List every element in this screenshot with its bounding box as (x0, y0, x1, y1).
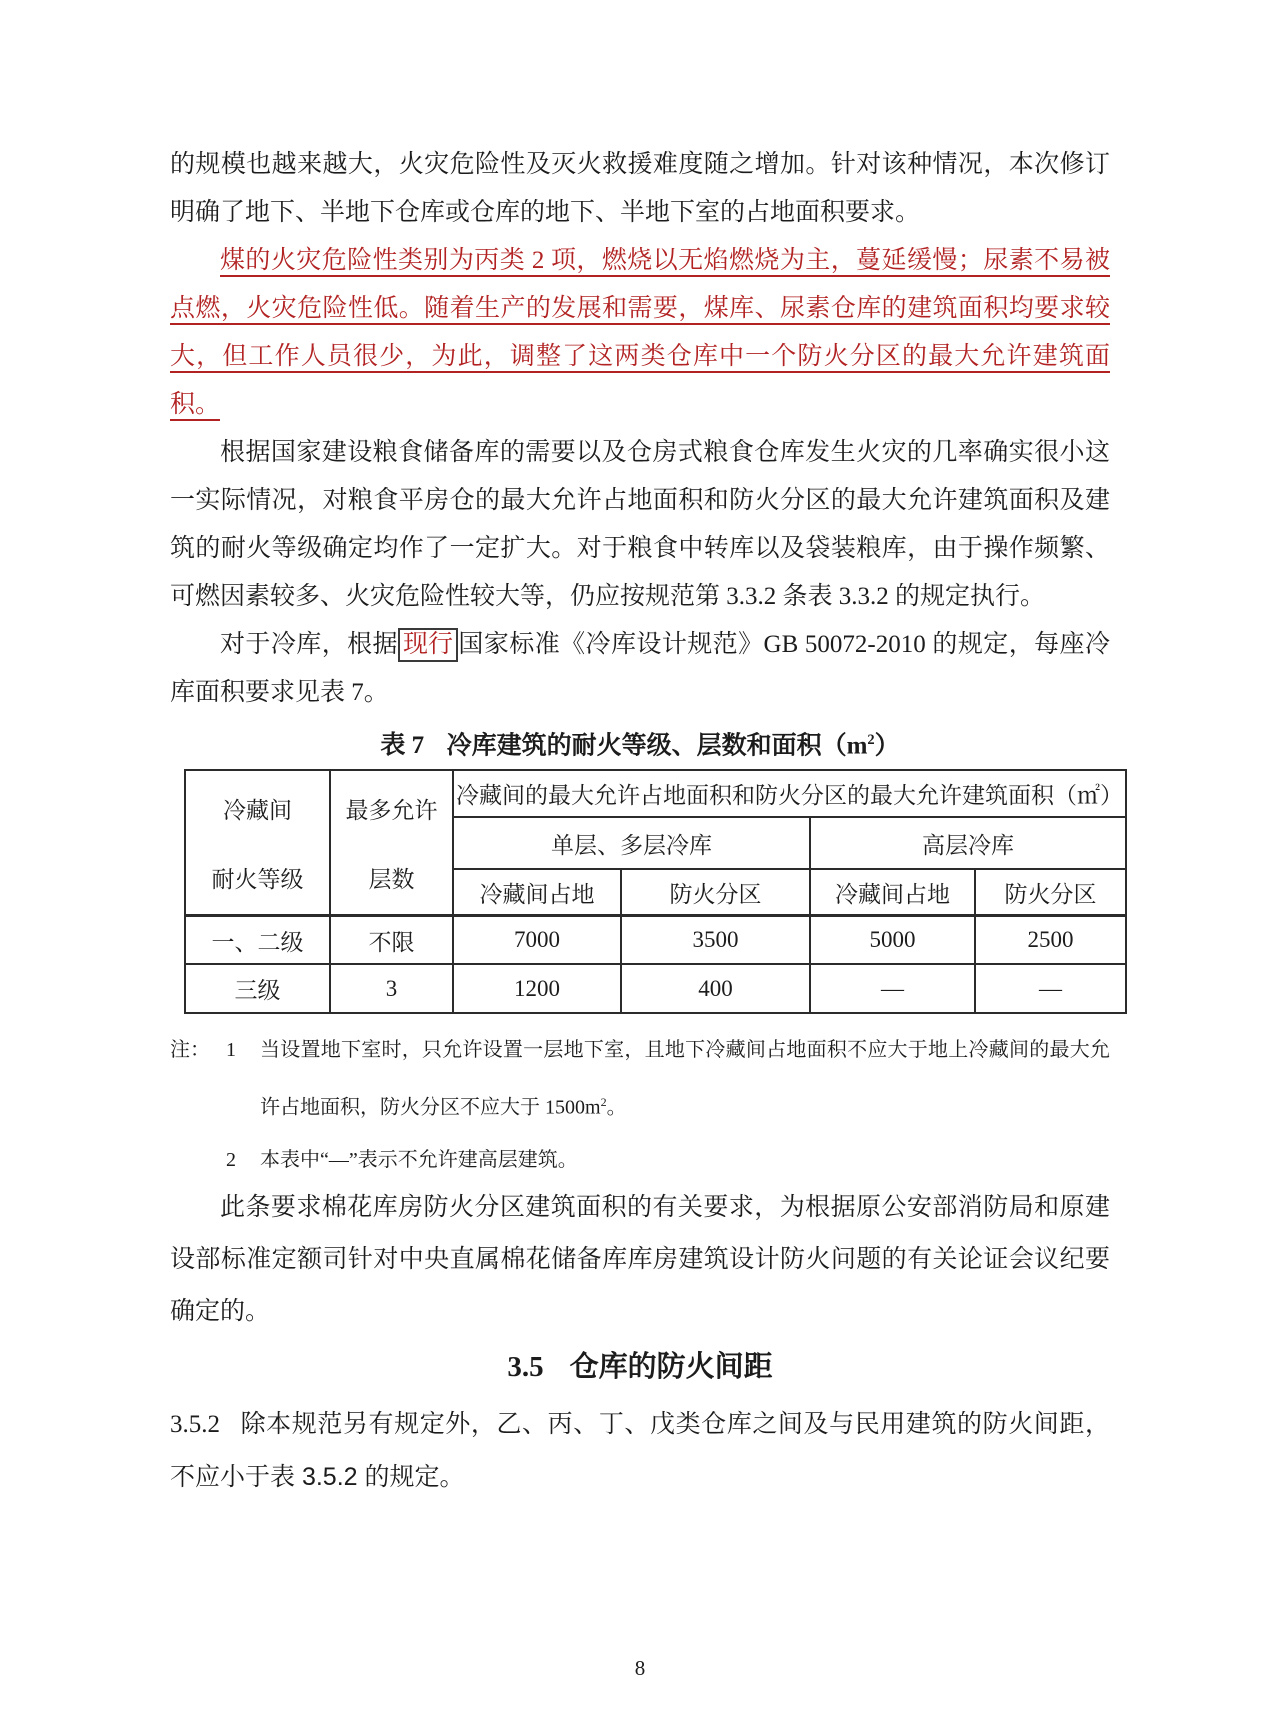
table7-subheader-firezone-2: 防火分区 (975, 869, 1126, 915)
paragraph-cold-storage (170, 621, 1110, 717)
note-1-number: 1 (226, 1039, 236, 1062)
paragraph-cotton-warehouse: 此条要求棉花库房防火分区建筑面积的有关要求，为根据原公安部消防局和原建设部标准定额司针对中央直属棉花储备库库房建筑设计防火问题的有关论证会议纪要确定的。 (170, 1193, 1110, 1325)
paragraph-intro-continuation: 的规模也越来越大，火灾危险性及灭火救援难度随之增加。针对该种情况，本次修订明确了地下、半地下仓库或仓库的地下、半地下室的占地面积要求。 (170, 151, 1110, 226)
table7-caption-close: ） (874, 732, 900, 760)
cell-value: 7000 (453, 915, 621, 964)
page-number: 8 (634, 1656, 646, 1680)
note-label-spacer (170, 1134, 226, 1186)
table7-caption-text: 冷库建筑的耐火等级、层数和面积（m (446, 732, 868, 760)
inserted-term-box: 现行 (398, 628, 458, 662)
cell-floors: 3 (330, 964, 453, 1013)
table7-subheader-occupied-1: 冷藏间占地 (453, 869, 621, 915)
note-2-text: 本表中“—”表示不允许建高层建筑。 (260, 1148, 578, 1171)
cell-value: 3500 (621, 915, 810, 964)
table7-subheader-occupied-2: 冷藏间占地 (810, 869, 975, 915)
table7-header-group-single-multi: 单层、多层冷库 (453, 817, 810, 869)
note-label: 注： (170, 1039, 210, 1062)
cell-floors: 不限 (330, 915, 453, 964)
cell-value: 400 (621, 964, 810, 1013)
table7-caption-superscript: 2 (867, 732, 875, 748)
cold-storage-text-before: 对于冷库，根据 (220, 631, 398, 658)
cell-value: 5000 (810, 915, 975, 964)
table-row (185, 964, 1126, 1013)
header-fire-grade-line1: 冷藏间 (223, 797, 292, 823)
section-heading-title: 仓库的防火间距 (569, 1350, 773, 1383)
header-fire-grade-line2: 耐火等级 (211, 866, 304, 892)
table7-caption-label: 表 7 (380, 732, 425, 760)
note-1-superscript: 2 (600, 1095, 607, 1110)
note-1-text-a: 当设置地下室时，只允许设置一层地下室，且地下冷藏间占地面积不应大于地上冷藏间的最大允许占地面积，防火分区不应大于 1500m (260, 1039, 1110, 1119)
header-max-floors-line2: 层数 (368, 866, 415, 892)
cell-value: 2500 (975, 915, 1126, 964)
note-1-text-b: 。 (606, 1096, 627, 1119)
table7-header-max-floors (330, 770, 453, 915)
note-1-text (260, 1024, 1110, 1134)
table7 (184, 769, 1127, 1014)
table7-caption (170, 717, 1110, 769)
paragraph-coal-urea-revision: 煤的火灾危险性类别为丙类 2 项，燃烧以无焰燃烧为主，蔓延缓慢；尿素不易被点燃，火灾危险性低。随着生产的发展和需要，煤库、尿素仓库的建筑面积均要求较大，但工作人员很少，为此，调整了这两类仓库中一个防火分区的最大允许建筑面积。 (170, 247, 1110, 418)
section-heading-number: 3.5 (507, 1350, 544, 1383)
cold-storage-text-after: 国家标准《冷库设计规范》GB 50072-2010 的规定，每座冷库面积要求见表 7。 (170, 631, 1110, 706)
table7-notes (170, 1024, 1110, 1186)
clause-number: 3.5.2 (170, 1410, 220, 1438)
cell-value: — (975, 964, 1126, 1013)
table-row (185, 915, 1126, 964)
cell-grade: 三级 (185, 964, 330, 1013)
cell-value: — (810, 964, 975, 1013)
note-2 (170, 1134, 1110, 1186)
clause-text: 除本规范另有规定外，乙、丙、丁、戊类仓库之间及与民用建筑的防火间距，不应小于表 3.5.2 的规定。 (170, 1409, 1110, 1491)
table7-header-group-highrise: 高层冷库 (810, 817, 1126, 869)
page-content (170, 0, 1123, 1503)
table7-header-span-title: 冷藏间的最大允许占地面积和防火分区的最大允许建筑面积（㎡） (453, 770, 1126, 817)
table7-header-fire-grade (185, 770, 330, 915)
note-2-number: 2 (226, 1148, 236, 1171)
cell-value: 1200 (453, 964, 621, 1013)
section-heading (170, 1340, 1110, 1394)
table7-subheader-firezone-1: 防火分区 (621, 869, 810, 915)
clause-3-5-2 (170, 1398, 1110, 1503)
note-1 (170, 1024, 1110, 1134)
header-max-floors-line1: 最多允许 (345, 797, 438, 823)
paragraph-grain-warehouse: 根据国家建设粮食储备库的需要以及仓房式粮食仓库发生火灾的几率确实很小这一实际情况，对粮食平房仓的最大允许占地面积和防火分区的最大允许建筑面积及建筑的耐火等级确定均作了一定扩大。对于粮食中转库以及袋装粮库，由于操作频繁、可燃因素较多、火灾危险性较大等，仍应按规范第 3.3.2 条表 3.3.2 的规定执行。 (170, 439, 1110, 610)
cell-grade: 一、二级 (185, 915, 330, 964)
